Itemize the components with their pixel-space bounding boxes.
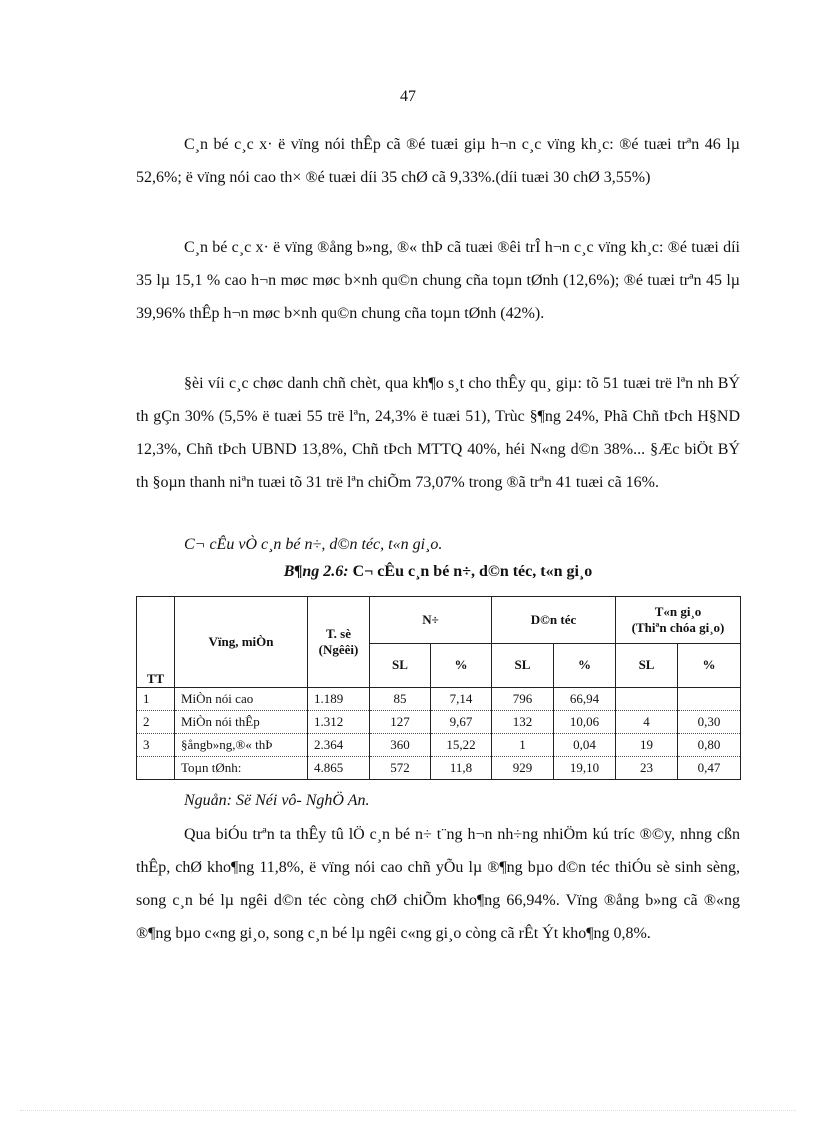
cell-religion-sl	[616, 688, 678, 711]
cell-religion-sl: 23	[616, 757, 678, 780]
table-source: Nguån: Së Néi vô- NghÖ An.	[184, 792, 370, 809]
cell-tt: 3	[137, 734, 175, 757]
cell-religion-pct: 0,30	[678, 711, 741, 734]
paragraph-5	[136, 818, 740, 950]
cell-women-sl: 572	[370, 757, 431, 780]
cell-total: 4.865	[308, 757, 370, 780]
cell-region: §ångb»ng,®« thÞ	[175, 734, 308, 757]
cell-religion-sl: 4	[616, 711, 678, 734]
section-heading-text: C¬ cÊu vÒ c¸n bé n÷, d©n téc, t«n gi¸o.	[184, 536, 443, 553]
cell-tt: 2	[137, 711, 175, 734]
table-row	[137, 711, 741, 734]
cell-total: 2.364	[308, 734, 370, 757]
header-religion	[616, 597, 741, 644]
table-row-total	[137, 757, 741, 780]
paragraph-3	[136, 367, 740, 499]
cell-ethnic-sl: 929	[492, 757, 554, 780]
cell-women-pct: 9,67	[431, 711, 492, 734]
cell-religion-pct	[678, 688, 741, 711]
cell-religion-pct: 0,47	[678, 757, 741, 780]
paragraph-1-text: C¸n bé c¸c x· ë vïng nói thÊp cã ®é tuæi giµ h¬n c¸c vïng kh¸c: ®é tuæi trªn 46 lµ 52,6%; ë vïng nói cao th× ®é tuæi díi 35 chØ cã 9,33%.(díi tuæi 30 chØ 3,55%)	[136, 136, 740, 186]
paragraph-2	[136, 231, 740, 330]
header-region: Vïng, miÒn	[175, 597, 308, 688]
cell-tt: 1	[137, 688, 175, 711]
cell-region: MiÒn nói cao	[175, 688, 308, 711]
cell-region: Toµn tØnh:	[175, 757, 308, 780]
cell-ethnic-pct: 10,06	[554, 711, 616, 734]
table-caption-title: C¬ cÊu c¸n bé n÷, d©n téc, t«n gi¸o	[352, 563, 593, 580]
section-heading	[136, 528, 740, 561]
cell-ethnic-sl: 796	[492, 688, 554, 711]
header-total-label: T. sè	[325, 626, 352, 641]
cell-women-pct: 11,8	[431, 757, 492, 780]
cell-religion-pct: 0,80	[678, 734, 741, 757]
table-row	[137, 734, 741, 757]
header-women-pct: %	[431, 643, 492, 688]
header-religion-label: T«n gi¸o	[654, 603, 702, 619]
table-caption	[136, 563, 740, 581]
header-ethnic-pct: %	[554, 643, 616, 688]
table-caption-label: B¶ng 2.6:	[283, 563, 349, 580]
paragraph-2-text: C¸n bé c¸c x· ë vïng ®ång b»ng, ®« thÞ cã tuæi ®êi trÎ h¬n c¸c vïng kh¸c: ®é tuæi díi 35 lµ 15,1 % cao h¬n møc møc b×nh qu©n chung cña toµn tØnh (12,6%); ®é tuæi trªn 45 lµ 39,96% thÊp h¬n møc b×nh qu©n chung cña toµn tØnh (42%).	[136, 239, 740, 322]
data-table	[136, 596, 741, 780]
cell-ethnic-pct: 66,94	[554, 688, 616, 711]
page-bottom-divider	[20, 1110, 796, 1111]
cell-total: 1.189	[308, 688, 370, 711]
cell-religion-sl: 19	[616, 734, 678, 757]
cell-women-pct: 15,22	[431, 734, 492, 757]
header-religion-sl: SL	[616, 643, 678, 688]
header-tt: TT	[137, 597, 175, 688]
header-ethnic-sl: SL	[492, 643, 554, 688]
cell-ethnic-pct: 19,10	[554, 757, 616, 780]
table-row	[137, 688, 741, 711]
cell-total: 1.312	[308, 711, 370, 734]
cell-women-sl: 360	[370, 734, 431, 757]
cell-women-sl: 127	[370, 711, 431, 734]
cell-region: MiÒn nói thÊp	[175, 711, 308, 734]
cell-ethnic-sl: 132	[492, 711, 554, 734]
cell-women-sl: 85	[370, 688, 431, 711]
cell-ethnic-pct: 0,04	[554, 734, 616, 757]
paragraph-5-text: Qua biÓu trªn ta thÊy tû lÖ c¸n bé n÷ t¨ng h¬n nh÷ng nhiÖm kú tríc ®©y, nhng cßn thÊp, chØ kho¶ng 11,8%, ë vïng nói cao chñ yÕu lµ ®¶ng bµo d©n téc thiÓu sè sinh sèng, song c¸n bé lµ ngêi d©n téc còng chØ chiÕm kho¶ng 66,94%. Vïng ®ång b»ng cã ®«ng ®¶ng bµo c«ng gi¸o, song c¸n bé lµ ngêi c«ng gi¸o còng cã rÊt Ýt kho¶ng 0,8%.	[136, 826, 740, 942]
page-number: 47	[400, 88, 416, 105]
header-religion-sub: (Thiªn chóa gi¸o)	[631, 619, 725, 635]
header-women-sl: SL	[370, 643, 431, 688]
cell-tt	[137, 757, 175, 780]
header-religion-pct: %	[678, 643, 741, 688]
header-total-unit: (Ngêêi)	[318, 642, 359, 657]
header-ethnic: D©n téc	[492, 597, 616, 644]
paragraph-1	[136, 128, 740, 194]
paragraph-3-text: §èi víi c¸c chøc danh chñ chèt, qua kh¶o s¸t cho thÊy qu¸ giµ: tõ 51 tuæi trë lªn nh BÝ th gÇn 30% (5,5% ë tuæi 55 trë lªn, 24,3% ë tuæi 51), Trùc §¶ng 24%, Phã Chñ tÞch H§ND 12,3%, Chñ tÞch UBND 13,8%, Chñ tÞch MTTQ 40%, héi N«ng d©n 38%... §Æc biÖt BÝ th §oµn thanh niªn tuæi tõ 31 trë lªn chiÕm 73,07% trong ®ã trªn 41 tuæi cã 16%.	[136, 375, 740, 491]
header-total	[308, 597, 370, 688]
cell-women-pct: 7,14	[431, 688, 492, 711]
header-women: N÷	[370, 597, 492, 644]
cell-ethnic-sl: 1	[492, 734, 554, 757]
